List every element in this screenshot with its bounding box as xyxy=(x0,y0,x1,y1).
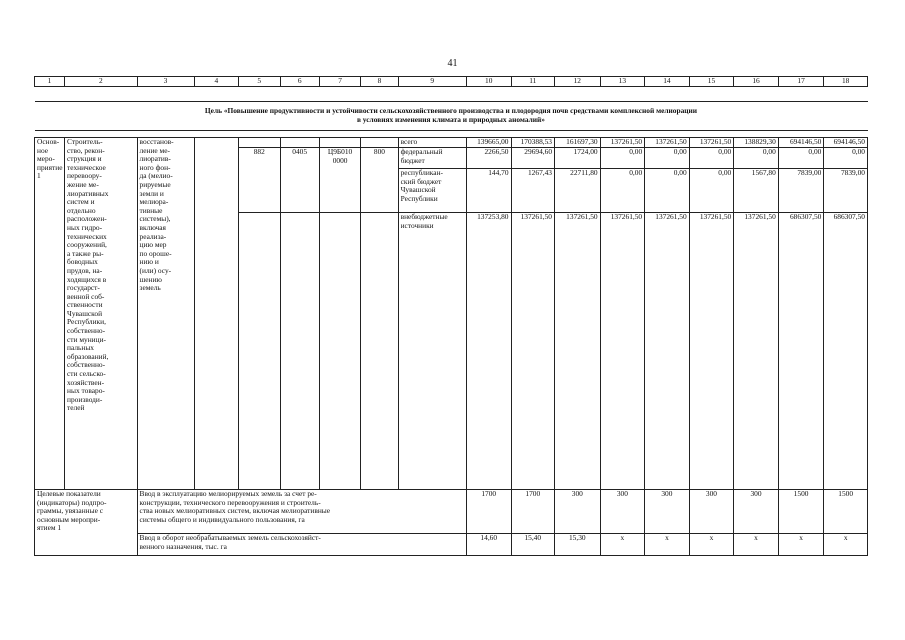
col-num: 8 xyxy=(361,77,398,87)
spacer xyxy=(35,87,868,102)
value-cell: х xyxy=(600,534,645,556)
col-num: 7 xyxy=(319,77,360,87)
value-cell: 137261,50 xyxy=(645,213,690,490)
source-name: внебюджетные источники xyxy=(398,213,466,490)
empty-cell xyxy=(361,213,398,490)
col-num: 3 xyxy=(137,77,194,87)
column-numbers-row xyxy=(35,77,868,87)
value-cell: х xyxy=(689,534,734,556)
value-cell: 137261,50 xyxy=(734,213,779,490)
value-cell: х xyxy=(824,534,868,556)
col-num: 17 xyxy=(778,77,824,87)
value-cell: 7839,00 xyxy=(824,169,868,213)
col-num: 10 xyxy=(466,77,511,87)
value-cell: 144,70 xyxy=(466,169,511,213)
source-name: республикан- ский бюджет Чувашской Республики xyxy=(398,169,466,213)
value-cell: 686307,50 xyxy=(824,213,868,490)
col-num: 13 xyxy=(600,77,645,87)
empty-cell xyxy=(319,213,360,490)
target-text: Ввод в эксплуатацию мелиорируемых земель за счет ре- конструкции, технического перевооружения и строитель- ства новых мелиоративных систем, включая мелиоративные системы общего и индивидуального пользования, га xyxy=(137,490,466,534)
value-cell: 137261,50 xyxy=(600,138,645,148)
value-cell: 300 xyxy=(689,490,734,534)
value-cell: 137261,50 xyxy=(555,213,601,490)
targets-label: Целевые показатели (индикаторы) подпро- граммы, увязанные с основным меропри- ятием 1 xyxy=(35,490,138,556)
value-cell: 22711,80 xyxy=(555,169,601,213)
value-cell: 137261,50 xyxy=(511,213,555,490)
value-cell: 686307,50 xyxy=(778,213,824,490)
value-cell: 0,00 xyxy=(778,148,824,169)
value-cell: 300 xyxy=(645,490,690,534)
empty-cell xyxy=(280,138,319,148)
value-cell: 161697,30 xyxy=(555,138,601,148)
goal-title: Цель «Повышение продуктивности и устойчивости сельскохозяйственного производства и плодородия почв средствами комплексной мелиорации в условиях изменения климата и природных аномалий» xyxy=(35,102,868,131)
value-cell: 694146,50 xyxy=(778,138,824,148)
empty-cell xyxy=(239,138,280,148)
section-code: 0405 xyxy=(280,148,319,213)
value-cell: 29694,60 xyxy=(511,148,555,169)
value-cell: 300 xyxy=(734,490,779,534)
value-cell: 0,00 xyxy=(600,169,645,213)
col-num: 6 xyxy=(280,77,319,87)
empty-cell xyxy=(194,138,239,490)
gov-code: 882 xyxy=(239,148,280,213)
col-num: 16 xyxy=(734,77,779,87)
value-cell: 0,00 xyxy=(600,148,645,169)
value-cell: 138829,30 xyxy=(734,138,779,148)
value-cell: 137261,50 xyxy=(689,138,734,148)
empty-cell xyxy=(239,213,280,490)
value-cell: 137261,50 xyxy=(600,213,645,490)
activity-name: Строитель- ство, рекон- струкция и техническое перевоору- жение ме- лиоративных систем и отдельно расположен- ных гидро- технических сооружений, а также ры- боводных прудов, на- ходящихся в государст- венной соб- ственности Чувашской Республики, собственно- сти муници- пальных образований, собственно- сти сельско- хозяйствен- ных товаро- производи- телей xyxy=(65,138,138,490)
value-cell: 0,00 xyxy=(689,169,734,213)
col-num: 12 xyxy=(555,77,601,87)
col-num: 5 xyxy=(239,77,280,87)
value-cell: 300 xyxy=(555,490,601,534)
col-num: 4 xyxy=(194,77,239,87)
value-cell: 0,00 xyxy=(689,148,734,169)
goal-row xyxy=(35,102,868,131)
program-table xyxy=(34,76,868,556)
value-cell: 137261,50 xyxy=(645,138,690,148)
value-cell: х xyxy=(645,534,690,556)
value-cell: 300 xyxy=(600,490,645,534)
value-cell: 139665,00 xyxy=(466,138,511,148)
expense-type-code: 800 xyxy=(361,148,398,213)
target-row-2 xyxy=(35,534,868,556)
value-cell: 1724,00 xyxy=(555,148,601,169)
value-cell: 2266,50 xyxy=(466,148,511,169)
source-name: федеральный бюджет xyxy=(398,148,466,169)
col-num: 2 xyxy=(65,77,138,87)
value-cell: 0,00 xyxy=(645,169,690,213)
value-cell: 1567,80 xyxy=(734,169,779,213)
value-cell: 1500 xyxy=(824,490,868,534)
page-number: 41 xyxy=(447,58,458,69)
value-cell: х xyxy=(734,534,779,556)
value-cell: х xyxy=(778,534,824,556)
value-cell: 15,30 xyxy=(555,534,601,556)
col-num: 18 xyxy=(824,77,868,87)
value-cell: 1267,43 xyxy=(511,169,555,213)
col-num: 9 xyxy=(398,77,466,87)
value-cell: 0,00 xyxy=(824,148,868,169)
activity-task: восстанов- ление ме- лиоратив- ного фон- да (мелио- рируемые земли и мелиора- тивные системы), включая реализа- цию мер по ороше- нию и (или) осу- шению земель xyxy=(137,138,194,490)
col-num: 14 xyxy=(645,77,690,87)
value-cell: 137261,50 xyxy=(689,213,734,490)
value-cell: 14,60 xyxy=(466,534,511,556)
source-name: всего xyxy=(398,138,466,148)
value-cell: 0,00 xyxy=(734,148,779,169)
activity-number: Основ- ное меро- приятие 1 xyxy=(35,138,65,490)
value-cell: 1700 xyxy=(511,490,555,534)
value-cell: 694146,50 xyxy=(824,138,868,148)
spacer xyxy=(35,131,868,138)
col-num: 1 xyxy=(35,77,65,87)
target-text: Ввод в оборот необрабатываемых земель сельскохозяйст- венного назначения, тыс. га xyxy=(137,534,466,556)
value-cell: 7839,00 xyxy=(778,169,824,213)
col-num: 15 xyxy=(689,77,734,87)
value-cell: 1700 xyxy=(466,490,511,534)
value-cell: 15,40 xyxy=(511,534,555,556)
empty-cell xyxy=(319,138,360,148)
value-cell: 137253,80 xyxy=(466,213,511,490)
source-row-total xyxy=(35,138,868,148)
empty-cell xyxy=(280,213,319,490)
value-cell: 1500 xyxy=(778,490,824,534)
target-row-1 xyxy=(35,490,868,534)
value-cell: 0,00 xyxy=(645,148,690,169)
empty-cell xyxy=(361,138,398,148)
target-article-code: Ц9Б010 0000 xyxy=(319,148,360,213)
col-num: 11 xyxy=(511,77,555,87)
value-cell: 170388,53 xyxy=(511,138,555,148)
